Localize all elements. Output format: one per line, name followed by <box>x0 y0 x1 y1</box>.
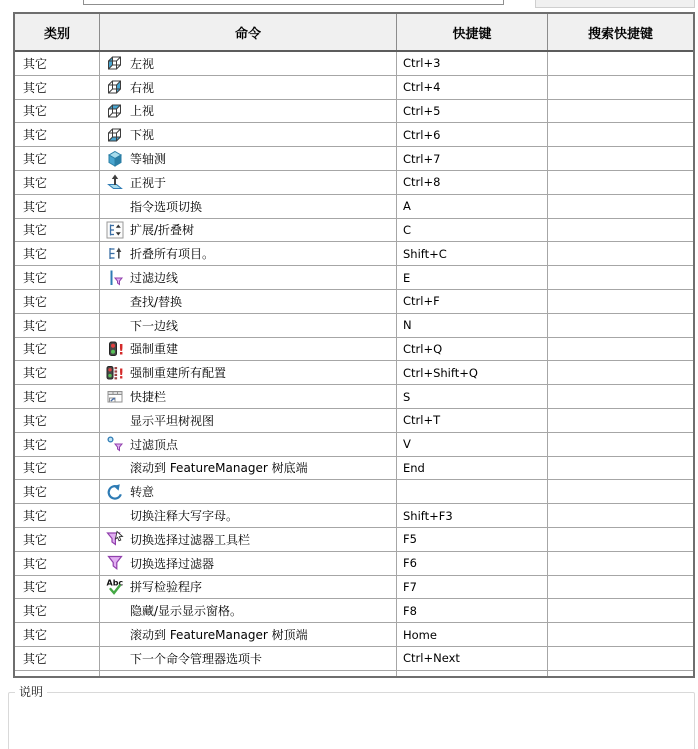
category-cell <box>15 242 100 265</box>
escape-rotate-arrow-icon <box>106 483 124 501</box>
selection-filter-icon <box>106 554 124 572</box>
table-row[interactable] <box>15 266 693 290</box>
table-header-row <box>15 14 693 52</box>
command-cell <box>100 147 397 170</box>
table-row[interactable] <box>15 647 693 671</box>
shortcut-cell[interactable]: Ctrl+T <box>397 409 548 432</box>
search-shortcut-cell[interactable] <box>548 314 693 337</box>
command-cell <box>100 457 397 480</box>
search-shortcut-cell[interactable] <box>548 361 693 384</box>
shortcuts-table <box>13 12 695 678</box>
command-cell <box>100 623 397 646</box>
search-shortcut-cell[interactable] <box>548 409 693 432</box>
category-label: 其它 <box>23 651 48 666</box>
icon-spacer <box>106 292 124 310</box>
command-label: 强制重建 <box>130 342 179 357</box>
category-label: 其它 <box>23 509 48 524</box>
category-cell <box>15 409 100 432</box>
command-label: 快捷栏 <box>130 390 167 405</box>
command-cell <box>100 504 397 527</box>
view-cube-right-icon <box>106 78 124 96</box>
category-label: 其它 <box>23 390 48 405</box>
filter-vertex-icon <box>106 435 124 453</box>
command-label: 过滤边线 <box>130 271 179 286</box>
category-label: 其它 <box>23 80 48 95</box>
category-cell <box>15 457 100 480</box>
shortcut-cell[interactable]: E <box>397 266 548 289</box>
shortcut-cell[interactable]: Home <box>397 623 548 646</box>
table-row[interactable] <box>15 576 693 600</box>
table-row[interactable] <box>15 385 693 409</box>
category-label: 其它 <box>23 152 48 167</box>
search-shortcut-cell[interactable] <box>548 242 693 265</box>
table-row[interactable] <box>15 599 693 623</box>
command-label: 上视 <box>130 104 155 119</box>
icon-spacer <box>106 677 124 678</box>
description-groupbox <box>8 685 695 749</box>
command-cell <box>100 361 397 384</box>
category-label: 其它 <box>23 128 48 143</box>
command-cell <box>100 576 397 599</box>
category-cell <box>15 123 100 146</box>
category-label: 其它 <box>23 532 48 547</box>
icon-spacer <box>106 197 124 215</box>
search-shortcut-cell[interactable] <box>548 76 693 99</box>
svg-text:Abc: Abc <box>106 578 124 588</box>
icon-spacer <box>106 507 124 525</box>
command-cell <box>100 52 397 75</box>
category-cell <box>15 171 100 194</box>
top-button[interactable] <box>535 0 695 8</box>
command-label: 转意 <box>130 485 155 500</box>
search-shortcut-cell[interactable] <box>548 433 693 456</box>
category-cell <box>15 528 100 551</box>
category-cell <box>15 147 100 170</box>
command-label: 切换选择过滤器工具栏 <box>130 532 251 547</box>
shortcut-cell[interactable]: Ctrl+8 <box>397 171 548 194</box>
description-label: 说明 <box>15 684 47 701</box>
svg-text:!: ! <box>118 342 124 358</box>
table-body <box>15 52 693 678</box>
category-cell <box>15 623 100 646</box>
command-cell <box>100 480 397 503</box>
icon-spacer <box>106 411 124 429</box>
shortcut-cell[interactable]: Ctrl+F <box>397 290 548 313</box>
rebuild-traffic-light-icon <box>106 340 124 358</box>
category-cell <box>15 599 100 622</box>
search-shortcut-cell[interactable] <box>548 457 693 480</box>
table-row[interactable] <box>15 457 693 481</box>
command-cell <box>100 76 397 99</box>
table-row[interactable] <box>15 338 693 362</box>
command-label: 滚动到 FeatureManager 树底端 <box>130 461 308 476</box>
command-cell <box>100 433 397 456</box>
search-shortcut-cell[interactable] <box>548 52 693 75</box>
command-cell <box>100 290 397 313</box>
category-label: 其它 <box>23 366 48 381</box>
search-shortcut-cell[interactable] <box>548 195 693 218</box>
category-label: 其它 <box>23 461 48 476</box>
category-cell <box>15 338 100 361</box>
command-cell <box>100 314 397 337</box>
category-label: 其它 <box>23 437 48 452</box>
search-shortcut-cell[interactable] <box>548 576 693 599</box>
search-input[interactable] <box>83 0 504 5</box>
command-cell <box>100 338 397 361</box>
command-label: 切换选择过滤器 <box>130 556 215 571</box>
search-shortcut-cell[interactable] <box>548 623 693 646</box>
category-cell <box>15 361 100 384</box>
svg-text:!: ! <box>118 367 124 382</box>
category-cell <box>15 314 100 337</box>
table-row[interactable] <box>15 123 693 147</box>
command-label: 等轴测 <box>130 152 167 167</box>
spell-check-icon <box>106 578 124 596</box>
column-header-search-shortcut: 搜索快捷键 <box>587 26 653 42</box>
shortcut-cell[interactable]: End <box>397 457 548 480</box>
table-row[interactable] <box>15 528 693 552</box>
shortcut-cell[interactable]: F7 <box>397 576 548 599</box>
category-cell <box>15 219 100 242</box>
category-label: 其它 <box>23 247 48 262</box>
command-cell <box>100 552 397 575</box>
command-cell <box>100 100 397 123</box>
search-shortcut-cell[interactable] <box>548 266 693 289</box>
category-label: 其它 <box>23 271 48 286</box>
search-shortcut-cell[interactable] <box>548 599 693 622</box>
category-label: 其它 <box>23 628 48 643</box>
command-cell <box>100 266 397 289</box>
table-row[interactable] <box>15 671 693 678</box>
search-shortcut-cell[interactable] <box>548 647 693 670</box>
shortcut-cell[interactable]: Ctrl+Q <box>397 338 548 361</box>
view-cube-bottom-icon <box>106 126 124 144</box>
table-row[interactable] <box>15 623 693 647</box>
command-label: 下视 <box>130 128 155 143</box>
category-cell <box>15 100 100 123</box>
shortcut-cell[interactable]: S <box>397 385 548 408</box>
table-row[interactable] <box>15 171 693 195</box>
shortcut-cell[interactable]: Ctrl+6 <box>397 123 548 146</box>
category-label: 其它 <box>23 175 48 190</box>
collapse-items-icon <box>106 245 124 263</box>
category-label: 其它 <box>23 485 48 500</box>
table-row[interactable] <box>15 409 693 433</box>
expand-collapse-tree-icon <box>106 221 124 239</box>
shortcut-cell[interactable]: Ctrl+Shift+Q <box>397 361 548 384</box>
category-cell <box>15 576 100 599</box>
normal-to-icon <box>106 173 124 191</box>
search-shortcut-cell[interactable] <box>548 100 693 123</box>
command-label: 强制重建所有配置 <box>130 366 227 381</box>
view-cube-top-icon <box>106 102 124 120</box>
command-cell <box>100 599 397 622</box>
shortcut-cell[interactable]: F8 <box>397 599 548 622</box>
search-shortcut-cell[interactable] <box>548 528 693 551</box>
isometric-cube-icon <box>106 150 124 168</box>
table-row[interactable] <box>15 552 693 576</box>
column-header-command: 命令 <box>100 14 397 50</box>
icon-spacer <box>106 626 124 644</box>
command-label: 查找/替换 <box>130 294 183 309</box>
category-cell <box>15 671 100 678</box>
table-row[interactable] <box>15 219 693 243</box>
table-row[interactable] <box>15 147 693 171</box>
shortcut-cell[interactable]: Ctrl+Next <box>397 647 548 670</box>
category-label: 其它 <box>23 413 48 428</box>
shortcut-cell[interactable]: Shift+C <box>397 242 548 265</box>
category-label: 其它 <box>23 318 48 333</box>
column-header-shortcut: 快捷键 <box>397 14 548 50</box>
table-row[interactable] <box>15 242 693 266</box>
search-shortcut-cell[interactable] <box>548 290 693 313</box>
shortcut-cell[interactable]: Ctrl+3 <box>397 52 548 75</box>
command-cell <box>100 528 397 551</box>
category-cell <box>15 76 100 99</box>
table-row[interactable] <box>15 504 693 528</box>
shortcut-cell[interactable]: Shift+F3 <box>397 504 548 527</box>
shortcut-cell[interactable]: N <box>397 314 548 337</box>
shortcut-bar-icon <box>106 388 124 406</box>
category-cell <box>15 290 100 313</box>
command-cell <box>100 171 397 194</box>
command-cell <box>100 385 397 408</box>
command-cell <box>100 123 397 146</box>
table-row[interactable] <box>15 480 693 504</box>
category-label: 其它 <box>23 556 48 571</box>
search-shortcut-cell[interactable] <box>548 552 693 575</box>
command-label: 拼写检验程序 <box>130 580 203 595</box>
shortcut-cell[interactable]: C <box>397 219 548 242</box>
command-label: 折叠所有项目。 <box>130 247 215 262</box>
shortcut-cell[interactable]: A <box>397 195 548 218</box>
command-label: 指令选项切换 <box>130 199 203 214</box>
category-label: 其它 <box>23 199 48 214</box>
search-shortcut-cell[interactable] <box>548 147 693 170</box>
category-label: 其它 <box>23 56 48 71</box>
category-label: 其它 <box>23 580 48 595</box>
command-cell <box>100 195 397 218</box>
category-label: 其它 <box>23 104 48 119</box>
command-cell <box>100 219 397 242</box>
search-shortcut-cell[interactable] <box>548 504 693 527</box>
command-label: 滚动到 FeatureManager 树顶端 <box>130 628 308 643</box>
search-shortcut-cell[interactable] <box>548 123 693 146</box>
filter-edge-icon <box>106 269 124 287</box>
icon-spacer <box>106 649 124 667</box>
table-row[interactable] <box>15 76 693 100</box>
filter-toolbar-pointer-icon <box>106 530 124 548</box>
category-label: 其它 <box>23 223 48 238</box>
command-label: 下一边线 <box>130 318 179 333</box>
command-label: 隐藏/显示显示窗格。 <box>130 604 243 619</box>
rebuild-all-configs-icon <box>106 364 124 382</box>
shortcut-cell[interactable] <box>397 671 548 678</box>
table-row[interactable] <box>15 100 693 124</box>
search-shortcut-cell[interactable] <box>548 338 693 361</box>
search-shortcut-cell[interactable] <box>548 171 693 194</box>
command-cell <box>100 671 397 678</box>
command-label: 右视 <box>130 80 155 95</box>
table-row[interactable] <box>15 290 693 314</box>
category-cell <box>15 433 100 456</box>
command-label: 显示平坦树视图 <box>130 413 215 428</box>
command-label: 下一个命令管理器选项卡 <box>130 651 263 666</box>
view-cube-left-icon <box>106 54 124 72</box>
table-row[interactable] <box>15 314 693 338</box>
category-cell <box>15 195 100 218</box>
shortcut-cell[interactable]: Ctrl+7 <box>397 147 548 170</box>
search-shortcut-cell[interactable] <box>548 480 693 503</box>
table-row[interactable] <box>15 361 693 385</box>
category-cell <box>15 385 100 408</box>
command-label: 切换注释大写字母。 <box>130 509 239 524</box>
command-label: 正视于 <box>130 175 167 190</box>
column-header-category: 类别 <box>15 14 100 50</box>
category-label: 其它 <box>23 342 48 357</box>
search-shortcut-cell[interactable] <box>548 671 693 678</box>
icon-spacer <box>106 459 124 477</box>
shortcut-cell[interactable]: F6 <box>397 552 548 575</box>
category-cell <box>15 52 100 75</box>
shortcut-cell[interactable] <box>397 480 548 503</box>
shortcut-cell[interactable]: V <box>397 433 548 456</box>
category-label: 其它 <box>23 604 48 619</box>
command-label: 左视 <box>130 56 155 71</box>
shortcut-cell[interactable]: Ctrl+5 <box>397 100 548 123</box>
category-cell <box>15 266 100 289</box>
table-row[interactable] <box>15 195 693 219</box>
icon-spacer <box>106 602 124 620</box>
command-cell <box>100 409 397 432</box>
category-cell <box>15 504 100 527</box>
shortcut-cell[interactable]: F5 <box>397 528 548 551</box>
search-shortcut-cell[interactable] <box>548 385 693 408</box>
table-row[interactable] <box>15 52 693 76</box>
icon-spacer <box>106 316 124 334</box>
category-cell <box>15 552 100 575</box>
command-cell <box>100 242 397 265</box>
table-row[interactable] <box>15 433 693 457</box>
command-label: 过滤顶点 <box>130 437 179 452</box>
command-label: 扩展/折叠树 <box>130 223 195 238</box>
category-label: 其它 <box>23 294 48 309</box>
category-cell <box>15 647 100 670</box>
shortcut-cell[interactable]: Ctrl+4 <box>397 76 548 99</box>
search-shortcut-cell[interactable] <box>548 219 693 242</box>
category-cell <box>15 480 100 503</box>
command-cell <box>100 647 397 670</box>
